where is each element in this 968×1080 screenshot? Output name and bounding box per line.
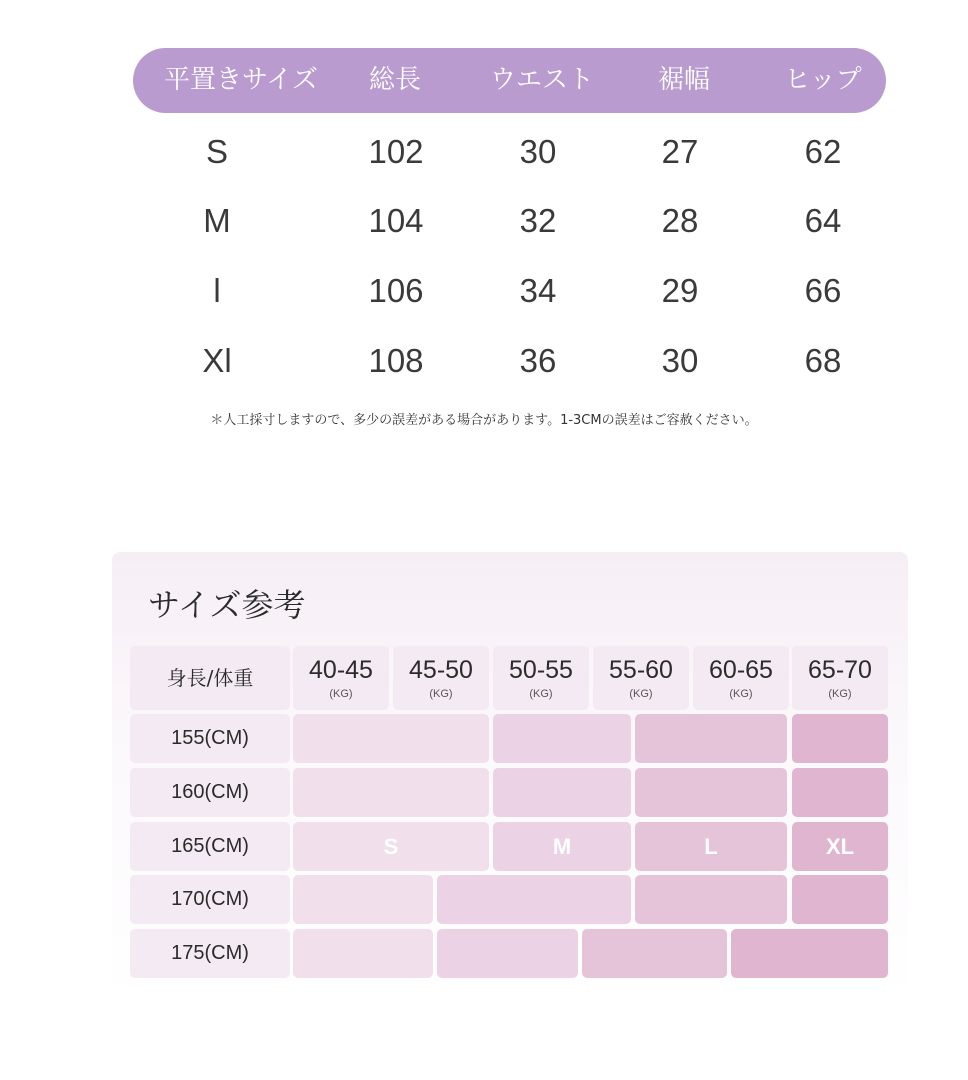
header-waist: ウエスト [489,65,595,95]
weight-unit: (KG) [429,688,453,700]
size-block-xl: XL [792,822,888,871]
hip-cell: 64 [804,202,842,239]
height-label: 155(CM) [130,714,290,763]
weight-unit: (KG) [329,688,353,700]
measurement-note: ＊人工採寸しますので、多少の誤差がある場合があります。1-3CMの誤差はご容赦ください。 [210,413,758,428]
hip-cell: 68 [804,342,842,379]
total-length-cell: 102 [368,133,424,170]
header-flat-size: 平置きサイズ [164,65,318,95]
weight-range: 45-50 [409,656,473,684]
size-block-s [293,929,433,978]
height-weight-corner: 身長/体重 [130,646,290,710]
size-block-m: M [493,822,631,871]
size-cell: l [213,272,221,309]
height-label: 165(CM) [130,822,290,871]
hem-width-cell: 27 [661,133,699,170]
weight-unit: (KG) [629,688,653,700]
weight-range: 40-45 [309,656,373,684]
size-cell: Xl [202,342,232,379]
weight-header [293,646,389,710]
weight-header [792,646,888,710]
size-block-l [635,875,787,924]
size-block-l [582,929,727,978]
size-block-l [635,768,787,817]
size-block-s: S [293,822,489,871]
size-block-xl [792,714,888,763]
weight-range: 50-55 [509,656,573,684]
header-hip: ヒップ [784,65,862,95]
size-block-l [635,714,787,763]
hem-width-cell: 29 [661,272,699,309]
hem-width-cell: 30 [661,342,699,379]
weight-unit: (KG) [828,688,852,700]
weight-header [693,646,789,710]
size-block-s [293,875,433,924]
size-block-xl [731,929,888,978]
height-label: 175(CM) [130,929,290,978]
hip-cell: 62 [804,133,842,170]
weight-header [493,646,589,710]
header-hem-width: 裾幅 [657,65,711,95]
size-block-m [493,714,631,763]
size-block-s [293,768,489,817]
total-length-cell: 108 [368,342,424,379]
size-reference-title: サイズ参考 [148,586,306,624]
size-cell: S [205,133,229,170]
waist-cell: 34 [519,272,557,309]
weight-range: 65-70 [808,656,872,684]
waist-cell: 30 [519,133,557,170]
hem-width-cell: 28 [661,202,699,239]
size-block-l: L [635,822,787,871]
weight-range: 60-65 [709,656,773,684]
weight-unit: (KG) [529,688,553,700]
size-block-xl [792,875,888,924]
size-block-m [437,929,578,978]
waist-cell: 36 [519,342,557,379]
height-label: 160(CM) [130,768,290,817]
height-label: 170(CM) [130,875,290,924]
hip-cell: 66 [804,272,842,309]
size-block-m [493,768,631,817]
size-block-m [437,875,631,924]
size-block-s [293,714,489,763]
total-length-cell: 104 [368,202,424,239]
weight-range: 55-60 [609,656,673,684]
header-total-length: 総長 [368,65,422,95]
weight-unit: (KG) [729,688,753,700]
size-cell: M [203,202,231,239]
weight-header [393,646,489,710]
total-length-cell: 106 [368,272,424,309]
size-block-xl [792,768,888,817]
waist-cell: 32 [519,202,557,239]
weight-header [593,646,689,710]
